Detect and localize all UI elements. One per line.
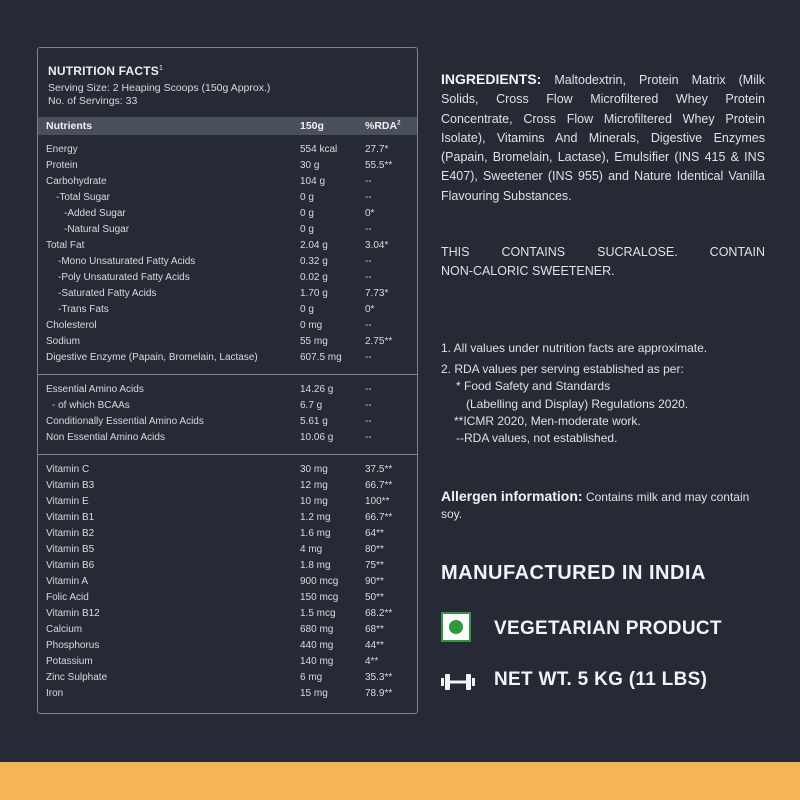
nutrient-amount: 15 mg [300, 688, 328, 699]
nutrient-rda: 3.04* [365, 240, 389, 251]
nutrient-rda: 78.9** [365, 688, 393, 699]
nutrient-rda: 0* [365, 304, 375, 315]
ingredients-block [441, 70, 765, 206]
nutrition-row [38, 400, 417, 416]
net-weight-row [441, 666, 771, 698]
nutrition-row [38, 608, 417, 624]
note-1: 1. All values under nutrition facts are approximate. [441, 341, 708, 355]
nutrient-amount: 6 mg [300, 672, 323, 683]
nutrient-rda: 68.2** [365, 608, 393, 619]
header-rda: %RDA$^2$ [365, 120, 401, 132]
nutrient-amount: 14.26 g [300, 384, 334, 395]
nutrition-row [38, 416, 417, 432]
allergen-text: Contains milk and may contain soy. [441, 490, 750, 521]
nutrient-rda: -- [365, 432, 372, 443]
nutrient-name: Vitamin B12 [46, 608, 100, 619]
nutrient-rda: 27.7* [365, 144, 389, 155]
vegetarian-row [441, 612, 771, 644]
nutrient-name: Sodium [46, 336, 80, 347]
nutrition-row [38, 544, 417, 560]
nutrient-name: -Added Sugar [64, 208, 126, 219]
section-divider [38, 374, 417, 375]
nutrition-row [38, 576, 417, 592]
nutrient-rda: 75** [365, 560, 384, 571]
nutrient-amount: 0.32 g [300, 256, 328, 267]
nutrient-name: -Mono Unsaturated Fatty Acids [58, 256, 196, 267]
nutrient-amount: 55 mg [300, 336, 328, 347]
nutrient-name: Energy [46, 144, 78, 155]
allergen-block [441, 488, 765, 523]
nutrition-table-header [38, 117, 417, 135]
nutrition-row [38, 656, 417, 672]
nutrient-rda: -- [365, 320, 372, 331]
nutrition-row [38, 496, 417, 512]
nutrition-row [38, 160, 417, 176]
nutrient-name: Carbohydrate [46, 176, 107, 187]
nutrition-row [38, 224, 417, 240]
nutrient-amount: 0 g [300, 192, 314, 203]
serving-size: Serving Size: 2 Heaping Scoops (150g Approx.) [48, 82, 271, 94]
nutrient-amount: 5.61 g [300, 416, 328, 427]
nutrition-row [38, 560, 417, 576]
nutrient-amount: 680 mg [300, 624, 334, 635]
nutrient-name: -Trans Fats [58, 304, 109, 315]
nutrient-amount: 10.06 g [300, 432, 334, 443]
serving-info [48, 82, 270, 108]
nutrition-row [38, 288, 417, 304]
nutrition-row [38, 240, 417, 256]
nutrition-row [38, 336, 417, 352]
nutrient-rda: 50** [365, 592, 384, 603]
nutrition-row [38, 512, 417, 528]
note-2a: * Food Safety and Standards [456, 379, 611, 393]
nutrient-rda: 68** [365, 624, 384, 635]
nutrient-rda: 66.7** [365, 480, 393, 491]
nutrition-row [38, 384, 417, 400]
nutrient-rda: 90** [365, 576, 384, 587]
servings-count: No. of Servings: 33 [48, 95, 138, 107]
ingredients-heading: INGREDIENTS: [441, 71, 542, 87]
nutrition-row [38, 144, 417, 160]
nutrient-rda: 35.3** [365, 672, 393, 683]
net-weight-label: NET WT. 5 KG (11 LBS) [494, 669, 708, 690]
nutrient-amount: 1.6 mg [300, 528, 331, 539]
nutrient-amount: 0 g [300, 208, 314, 219]
nutrition-row [38, 480, 417, 496]
nutrient-name: Iron [46, 688, 64, 699]
nutrient-name: -Natural Sugar [64, 224, 130, 235]
nutrient-rda: -- [365, 416, 372, 427]
nutrient-amount: 0 mg [300, 320, 323, 331]
section-divider [38, 454, 417, 455]
nutrient-name: Zinc Sulphate [46, 672, 108, 683]
nutrition-title: NUTRITION FACTS$^1$ [48, 64, 164, 78]
vegetarian-label: VEGETARIAN PRODUCT [494, 618, 722, 639]
nutrient-name: Vitamin E [46, 496, 89, 507]
nutrient-rda: -- [365, 272, 372, 283]
nutrient-rda: 37.5** [365, 464, 393, 475]
dumbbell-icon [441, 672, 475, 692]
nutrition-row [38, 624, 417, 640]
nutrient-name: Calcium [46, 624, 83, 635]
nutrient-rda: 4** [365, 656, 379, 667]
nutrient-name: Phosphorus [46, 640, 100, 651]
nutrition-row [38, 304, 417, 320]
nutrition-facts-panel [37, 47, 418, 714]
nutrient-rda: -- [365, 256, 372, 267]
nutrient-rda: 64** [365, 528, 384, 539]
nutrient-name: -Poly Unsaturated Fatty Acids [58, 272, 190, 283]
nutrition-row [38, 208, 417, 224]
nutrient-name: Vitamin B2 [46, 528, 95, 539]
nutrition-row [38, 672, 417, 688]
nutrient-name: Vitamin B1 [46, 512, 95, 523]
nutrient-amount: 10 mg [300, 496, 328, 507]
accent-bar [0, 762, 800, 800]
note-2b: (Labelling and Display) Regulations 2020. [466, 397, 689, 411]
nutrient-rda: 7.73* [365, 288, 389, 299]
nutrient-rda: 44** [365, 640, 384, 651]
veg-mark-icon [441, 612, 471, 642]
nutrient-name: Folic Acid [46, 592, 89, 603]
nutrient-name: -Saturated Fatty Acids [58, 288, 157, 299]
nutrient-rda: 100** [365, 496, 390, 507]
nutrient-amount: 1.2 mg [300, 512, 331, 523]
nutrient-amount: 1.70 g [300, 288, 328, 299]
nutrient-rda: -- [365, 384, 372, 395]
nutrient-rda: -- [365, 400, 372, 411]
nutrient-amount: 0.02 g [300, 272, 328, 283]
nutrient-name: Vitamin A [46, 576, 89, 587]
nutrition-row [38, 640, 417, 656]
nutrient-amount: 1.8 mg [300, 560, 331, 571]
sucralose-notice [441, 243, 765, 281]
nutrient-name: Total Fat [46, 240, 85, 251]
nutrient-name: Digestive Enzyme (Papain, Bromelain, Lactase) [46, 352, 258, 363]
nutrient-amount: 12 mg [300, 480, 328, 491]
sucralose-line-2: NON-CALORIC SWEETENER. [441, 264, 615, 278]
allergen-heading: Allergen information: [441, 488, 583, 504]
nutrient-name: Protein [46, 160, 78, 171]
nutrient-amount: 30 mg [300, 464, 328, 475]
nutrient-name: Essential Amino Acids [46, 384, 144, 395]
nutrition-row [38, 256, 417, 272]
nutrition-row [38, 192, 417, 208]
header-amount: 150g [300, 120, 324, 132]
manufactured-in: MANUFACTURED IN INDIA [441, 562, 706, 584]
nutrition-row [38, 464, 417, 480]
nutrient-name: Vitamin B3 [46, 480, 95, 491]
note-2: 2. RDA values per serving established as per: [441, 362, 684, 376]
nutrition-row [38, 320, 417, 336]
header-nutrients: Nutrients [46, 120, 93, 132]
nutrient-rda: -- [365, 192, 372, 203]
nutrient-amount: 6.7 g [300, 400, 323, 411]
nutrient-name: -Total Sugar [56, 192, 110, 203]
nutrient-amount: 900 mcg [300, 576, 339, 587]
nutrient-name: Non Essential Amino Acids [46, 432, 165, 443]
nutrition-row [38, 432, 417, 448]
nutrition-row [38, 592, 417, 608]
note-2d: --RDA values, not established. [456, 431, 618, 445]
nutrient-name: Vitamin B6 [46, 560, 95, 571]
nutrient-rda: 2.75** [365, 336, 393, 347]
sucralose-line-1: THIS CONTAINS SUCRALOSE. CONTAIN [441, 245, 765, 259]
nutrient-rda: 66.7** [365, 512, 393, 523]
nutrient-amount: 150 mcg [300, 592, 339, 603]
nutrient-amount: 440 mg [300, 640, 334, 651]
nutrient-amount: 140 mg [300, 656, 334, 667]
nutrient-rda: -- [365, 176, 372, 187]
nutrient-name: Vitamin C [46, 464, 90, 475]
note-2c: **ICMR 2020, Men-moderate work. [454, 414, 641, 428]
nutrient-amount: 607.5 mg [300, 352, 342, 363]
nutrition-row [38, 688, 417, 704]
nutrient-rda: -- [365, 224, 372, 235]
nutrition-row [38, 272, 417, 288]
nutrient-name: Conditionally Essential Amino Acids [46, 416, 204, 427]
nutrient-rda: 80** [365, 544, 384, 555]
nutrient-name: Cholesterol [46, 320, 97, 331]
nutrient-amount: 1.5 mcg [300, 608, 336, 619]
nutrient-name: Vitamin B5 [46, 544, 95, 555]
nutrient-name: Potassium [46, 656, 93, 667]
nutrient-amount: 4 mg [300, 544, 323, 555]
nutrient-name: - of which BCAAs [52, 400, 130, 411]
nutrient-amount: 2.04 g [300, 240, 328, 251]
nutrient-rda: 0* [365, 208, 375, 219]
nutrient-amount: 30 g [300, 160, 320, 171]
ingredients-text: Maltodextrin, Protein Matrix (Milk Solids, Cross Flow Microfiltered Whey Protein Concentrate, Cross Flow Microfiltered Whey Protein Isolate), Vitamins And Minerals, Digestive Enzymes (Papain, Bromelain, Lactase), Emulsifier (INS 415 & INS E407), Sweetener (INS 955) and Nature Identical Vanilla Flavouring Substances. [441, 73, 765, 203]
nutrient-amount: 104 g [300, 176, 326, 187]
nutrition-row [38, 352, 417, 368]
nutrient-amount: 554 kcal [300, 144, 338, 155]
nutrient-rda: -- [365, 352, 372, 363]
nutrient-amount: 0 g [300, 224, 314, 235]
nutrient-rda: 55.5** [365, 160, 393, 171]
nutrient-amount: 0 g [300, 304, 314, 315]
nutrition-row [38, 176, 417, 192]
nutrition-row [38, 528, 417, 544]
